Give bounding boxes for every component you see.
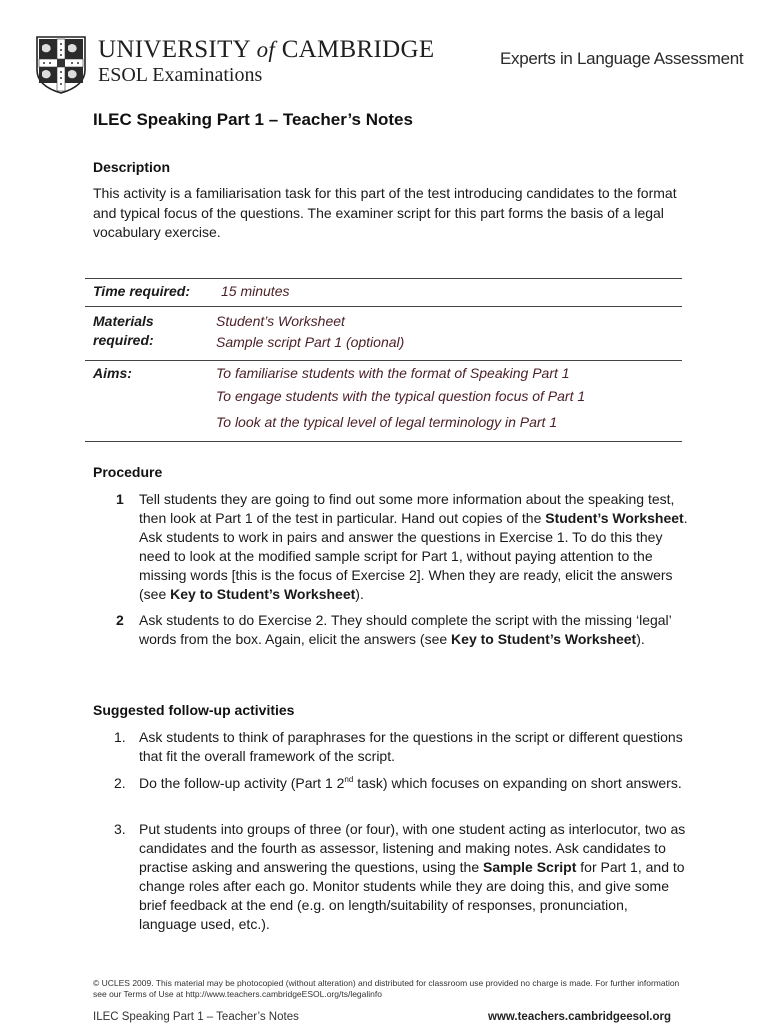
procedure-number: 2 <box>116 612 124 628</box>
bold-run: Student’s Worksheet <box>545 510 684 526</box>
row-value <box>216 361 682 442</box>
description-heading: Description <box>93 159 171 175</box>
brand-subtitle: ESOL Examinations <box>98 64 263 86</box>
text-run: for Part 1, and to change roles after each go. Monitor students while they are doing this, and give some brief feedback at the end (e.g. on length/suitability of responses, pronunciation, language used, etc.). <box>139 859 685 932</box>
text-run: Ask students to do Exercise 2. They should complete the script with the missing ‘legal’ words from the box. Again, elicit the answers (see <box>139 612 672 647</box>
table-row-time <box>85 279 682 307</box>
bold-run: Key to Student’s Worksheet <box>170 586 356 602</box>
table-row-aims <box>85 361 682 442</box>
value-line: To look at the typical level of legal terminology in Part 1 <box>216 414 558 430</box>
bold-run: Key to Student’s Worksheet <box>451 631 637 647</box>
follow-up-text <box>139 820 689 934</box>
info-table <box>85 278 682 442</box>
row-label: Aims: <box>93 365 132 381</box>
text-run: task) which focuses on expanding on short answers. <box>353 775 682 791</box>
row-value <box>216 307 682 361</box>
procedure-text <box>139 490 689 604</box>
value-line: 15 minutes <box>221 283 290 299</box>
footer-document-title: ILEC Speaking Part 1 – Teacher’s Notes <box>93 1011 299 1023</box>
follow-up-text <box>139 774 689 793</box>
footer-website-link[interactable]: www.teachers.cambridgeesol.org <box>488 1011 671 1023</box>
tagline: Experts in Language Assessment <box>500 49 744 68</box>
procedure-text <box>139 611 689 649</box>
superscript: nd <box>344 775 354 784</box>
page-header <box>0 0 768 100</box>
procedure-heading: Procedure <box>93 464 163 480</box>
footer-legal-text: © UCLES 2009. This material may be photocopied (without alteration) and distributed for classroom use provided no charge is made. For further information see our Terms of Use at http://www.teachers.cambridgeESOL.org/ts/legalinfo <box>93 978 680 999</box>
procedure-number: 1 <box>116 491 124 507</box>
follow-up-text: Ask students to think of paraphrases for the questions in the script or different questions that fit the overall framework of the script. <box>139 729 683 764</box>
row-label: Materials required: <box>93 313 154 348</box>
row-value <box>216 279 682 307</box>
text-run: Do the follow-up activity (Part 1 2 <box>139 775 345 791</box>
text-run: Tell students they are going to find out some more information about the speaking test, then look at Part 1 of the test in particular. Hand out copies of the <box>139 491 675 526</box>
text-run: Put students into groups of three (or four), with one student acting as interlocutor, two as candidates and the fourth as assessor, listening and making notes. Ask candidates to practise asking and answering the questions, using the <box>139 821 686 875</box>
table-row-materials <box>85 307 682 361</box>
value-line: Student’s Worksheet <box>216 313 345 329</box>
row-label: Time required: <box>93 283 190 299</box>
follow-up-number: 1. <box>114 729 126 745</box>
text-run: ). <box>636 631 645 647</box>
follow-up-heading: Suggested follow-up activities <box>93 702 295 718</box>
cambridge-crest-icon <box>36 36 86 94</box>
brand-cambridge: CAMBRIDGE <box>281 36 435 63</box>
follow-up-number: 3. <box>114 821 126 837</box>
text-run: ). <box>355 586 364 602</box>
page-title: ILEC Speaking Part 1 – Teacher’s Notes <box>93 110 413 129</box>
bold-run: Sample Script <box>483 859 577 875</box>
brand-university: UNIVERSITY <box>98 36 251 63</box>
value-line: To familiarise students with the format of Speaking Part 1 <box>216 365 570 381</box>
follow-up-number: 2. <box>114 775 126 791</box>
text-run: . Ask students to work in pairs and answer the questions in Exercise 1. To do this they need to look at the modified sample script for Part 1, without paying attention to the missing words [this is the focus of Exercise 2]. When they are ready, elicit the answers (see <box>139 510 688 602</box>
brand-of: of <box>256 37 276 62</box>
value-line: To engage students with the typical question focus of Part 1 <box>216 388 586 404</box>
description-text: This activity is a familiarisation task for this part of the test introducing candidates to the format and typical focus of the questions. The examiner script for this part forms the basis of a legal vocabulary exercise. <box>93 185 677 240</box>
value-line: Sample script Part 1 (optional) <box>216 334 405 350</box>
brand-name <box>98 36 434 64</box>
